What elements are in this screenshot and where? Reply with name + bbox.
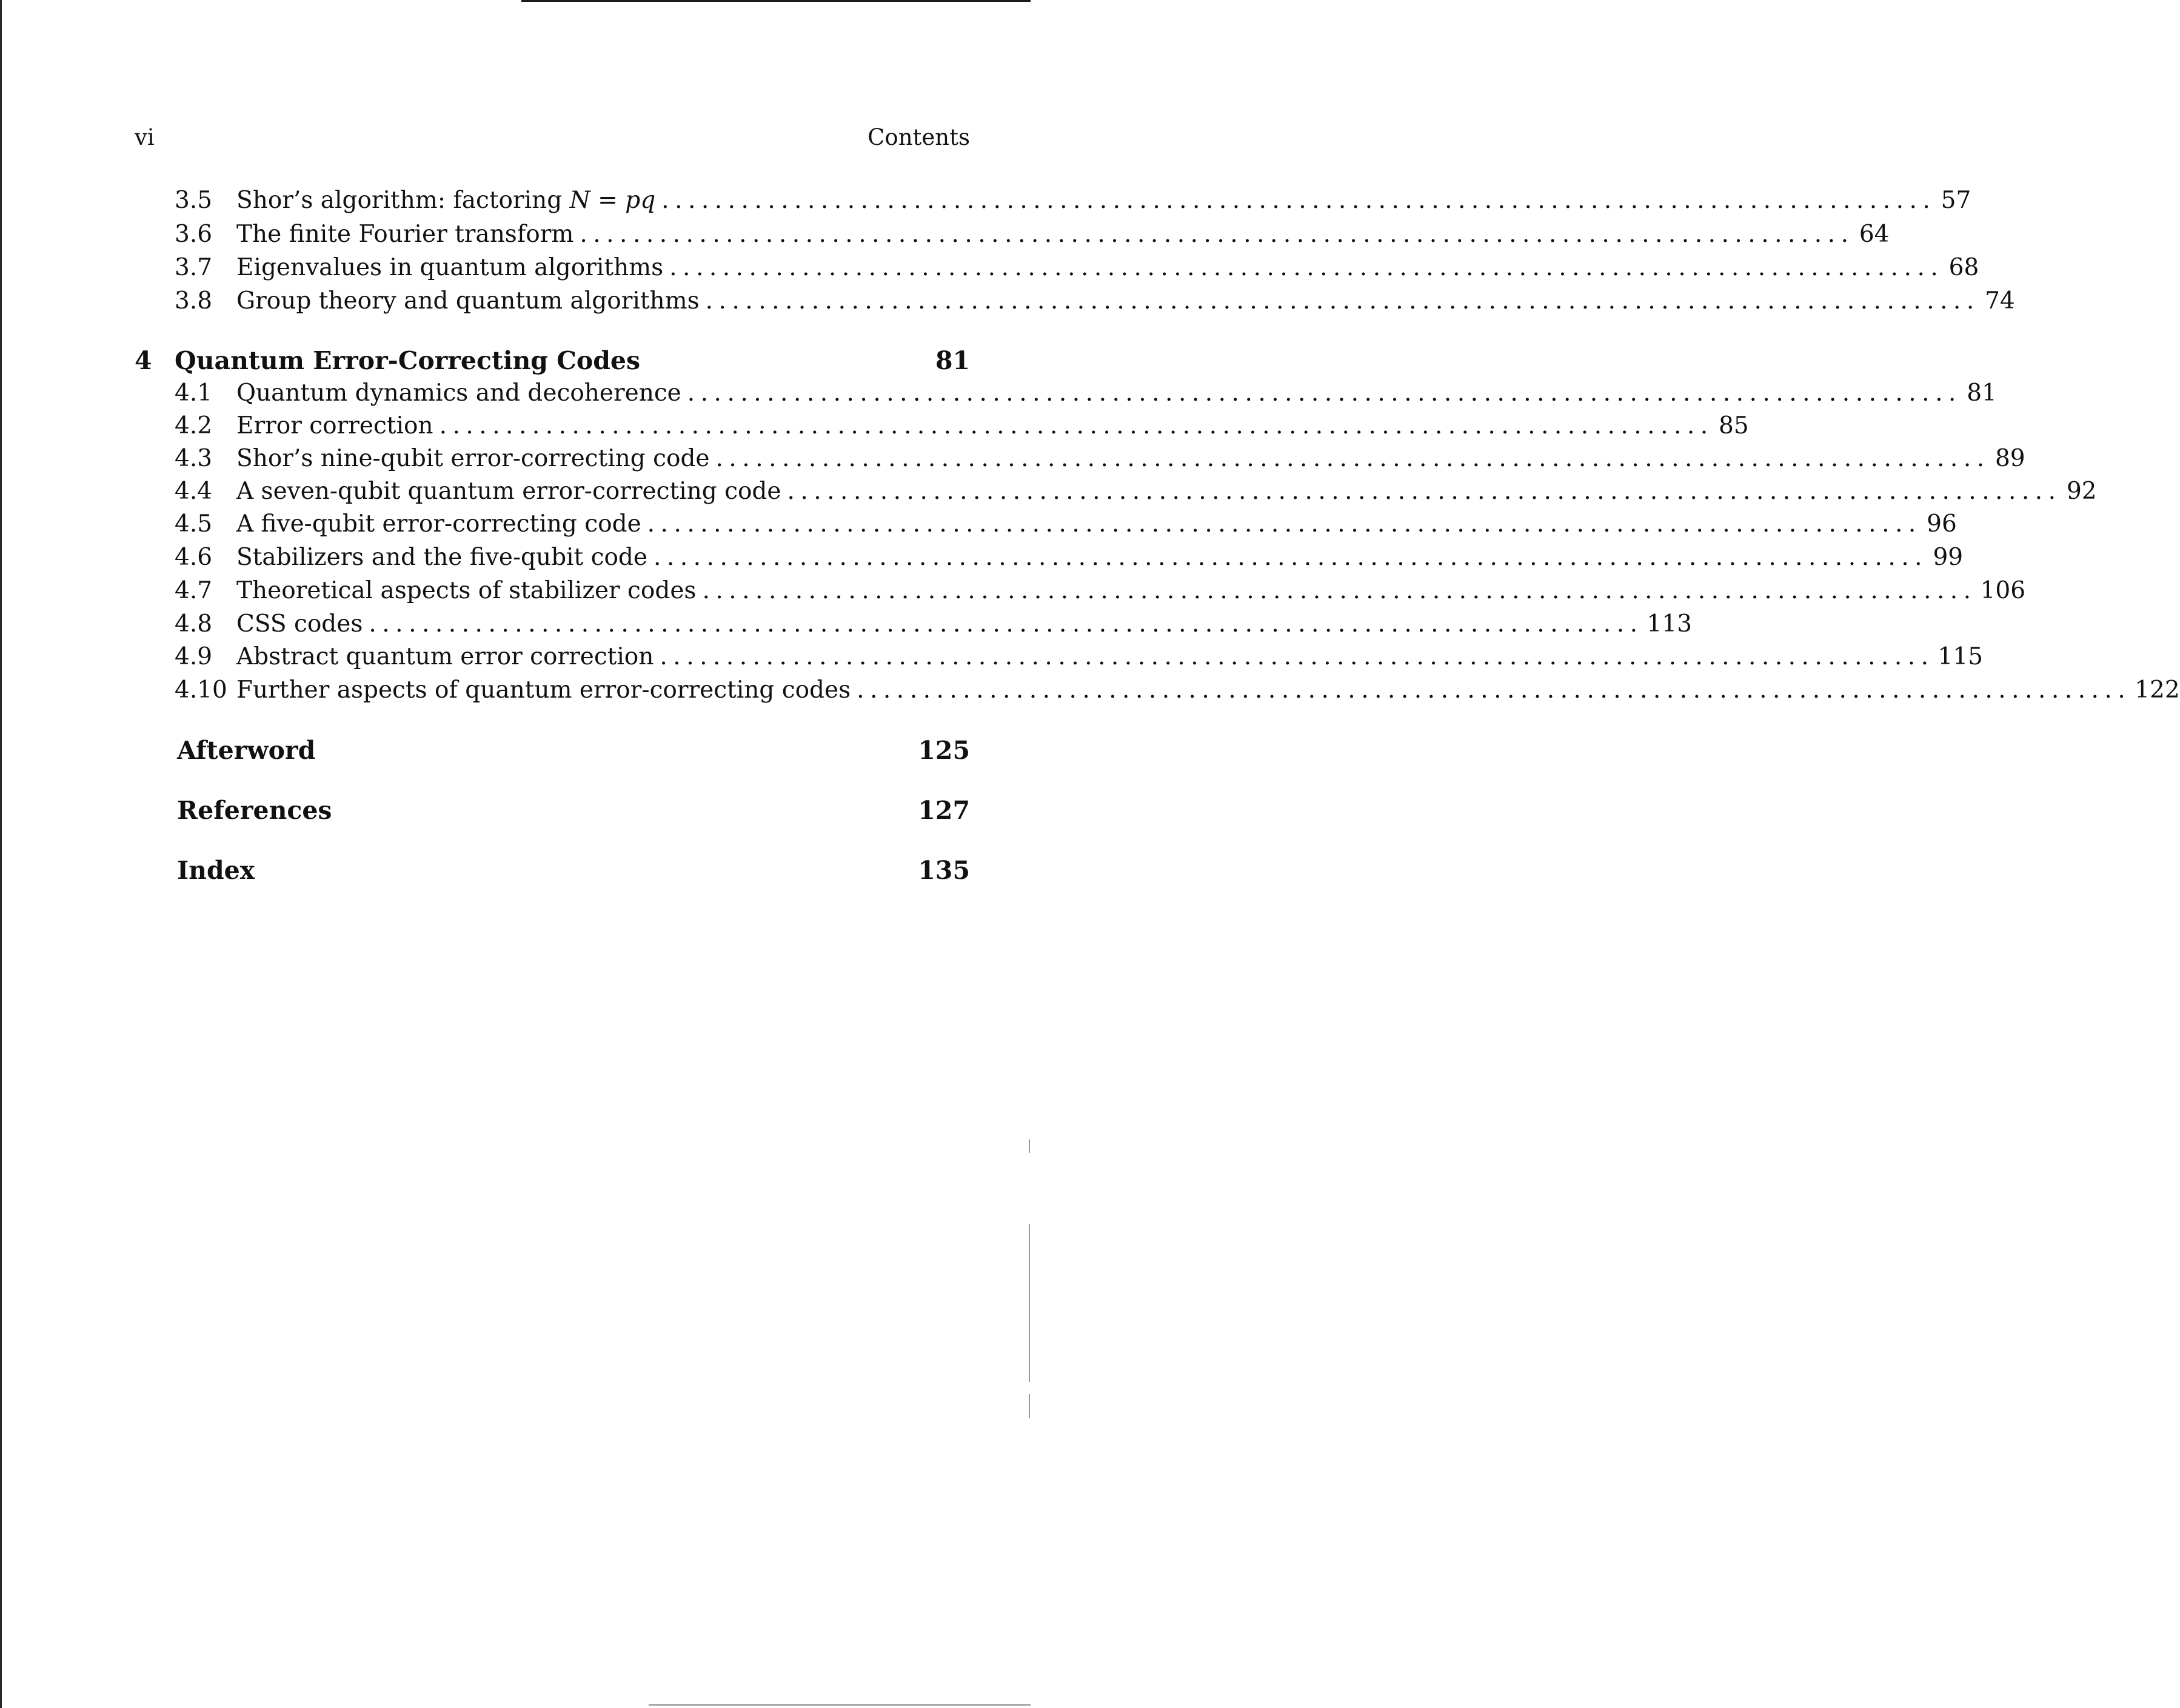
section-title: Shor’s nine-qubit error-correcting code <box>236 442 716 475</box>
section-page: 99 <box>1933 544 1964 571</box>
section-number: 3.7 <box>175 254 213 281</box>
section-page: 89 <box>1994 445 2025 472</box>
scan-mark <box>1029 1394 1030 1418</box>
dot-leader: ................................................................................................ <box>857 676 2132 704</box>
section-title: CSS codes <box>236 608 369 641</box>
section-number: 3.5 <box>175 187 213 214</box>
toc-entry-3-8[interactable] <box>135 285 2015 318</box>
dot-leader: ................................................................................................ <box>661 187 1936 214</box>
dot-leader: ................................................................................................ <box>653 544 1928 571</box>
section-title: Error correction <box>236 410 440 442</box>
toc-entry-4-5[interactable] <box>135 508 1957 541</box>
scan-mark <box>1029 1224 1030 1382</box>
section-number: 4.7 <box>175 577 213 604</box>
section-title: Group theory and quantum algorithms <box>236 285 706 318</box>
page-edge-top <box>521 0 1031 2</box>
toc-entry-4-10[interactable] <box>135 674 2180 707</box>
section-page: 113 <box>1647 610 1692 638</box>
section-title: Further aspects of quantum error-correcting codes <box>236 674 857 707</box>
section-page: 92 <box>2066 478 2097 505</box>
backmatter-title: References <box>177 796 332 825</box>
dot-leader: ................................................................................................ <box>369 610 1643 638</box>
section-title: The finite Fourier transform <box>236 218 580 251</box>
section-number: 4.10 <box>175 676 227 704</box>
section-number: 3.8 <box>175 287 213 315</box>
toc-index[interactable] <box>177 853 970 887</box>
page-number: vi <box>135 124 155 150</box>
dot-leader: ................................................................................................ <box>580 221 1854 248</box>
section-number: 4.6 <box>175 544 213 571</box>
chapter-page: 81 <box>935 346 970 375</box>
section-number: 4.3 <box>175 445 213 472</box>
section-number: 4.8 <box>175 610 213 638</box>
dot-leader: ................................................................................................ <box>669 254 1944 281</box>
section-title: Theoretical aspects of stabilizer codes <box>236 575 702 607</box>
toc-entry-4-4[interactable] <box>135 475 2097 508</box>
section-title: Abstract quantum error correction <box>236 641 660 673</box>
dot-leader: ................................................................................................ <box>787 478 2062 505</box>
section-title: Quantum dynamics and decoherence <box>236 377 687 410</box>
section-page: 57 <box>1941 187 1971 214</box>
section-number: 4.9 <box>175 643 213 670</box>
dot-leader: ................................................................................................ <box>715 445 1990 472</box>
chapter-title: Quantum Error-Correcting Codes <box>175 346 641 375</box>
toc-entry-4-7[interactable] <box>135 575 2026 607</box>
scan-mark <box>1029 1139 1030 1153</box>
section-page: 64 <box>1859 221 1890 248</box>
running-head-title: Contents <box>868 124 970 150</box>
dot-leader: ................................................................................................ <box>647 510 1922 538</box>
toc-entry-3-7[interactable] <box>135 252 1979 284</box>
dot-leader: ................................................................................................ <box>687 379 1962 407</box>
toc-afterword[interactable] <box>177 733 970 767</box>
toc-entry-4-6[interactable] <box>135 541 1964 574</box>
formula-n-equals-pq: N = pq <box>569 187 656 214</box>
section-page: 106 <box>1980 577 2026 604</box>
dot-leader: ................................................................................................ <box>705 287 1980 315</box>
toc-entry-3-6[interactable] <box>135 218 1890 251</box>
toc-entry-4-1[interactable] <box>135 377 1997 410</box>
backmatter-page: 135 <box>918 856 970 885</box>
toc-entry-4-9[interactable] <box>135 641 1983 673</box>
toc-chapter-4[interactable] <box>135 344 970 378</box>
toc-references[interactable] <box>177 793 970 827</box>
backmatter-page: 127 <box>918 796 970 825</box>
section-title: Shor’s algorithm: factoring N = pq <box>236 184 661 217</box>
page-edge-bottom <box>649 1704 1031 1706</box>
section-number: 3.6 <box>175 221 213 248</box>
backmatter-title: Index <box>177 856 255 885</box>
section-title: A five-qubit error-correcting code <box>236 508 647 541</box>
section-page: 122 <box>2135 676 2180 704</box>
dot-leader: ................................................................................................ <box>439 412 1714 439</box>
backmatter-title: Afterword <box>177 736 316 765</box>
section-title: Eigenvalues in quantum algorithms <box>236 252 669 284</box>
section-number: 4.1 <box>175 379 213 407</box>
section-title: Stabilizers and the five-qubit code <box>236 541 654 574</box>
toc-entry-4-3[interactable] <box>135 442 2025 475</box>
section-number: 4.4 <box>175 478 213 505</box>
section-number: 4.5 <box>175 510 213 538</box>
toc-entry-4-8[interactable] <box>135 608 1692 641</box>
page-edge-left <box>0 0 2 1708</box>
section-page: 115 <box>1938 643 1983 670</box>
section-page: 74 <box>1985 287 2015 315</box>
section-page: 85 <box>1719 412 1749 439</box>
section-page: 81 <box>1967 379 1997 407</box>
section-page: 96 <box>1927 510 1957 538</box>
dot-leader: ................................................................................................ <box>660 643 1934 670</box>
dot-leader: ................................................................................................ <box>702 577 1977 604</box>
toc-entry-3-5[interactable] <box>135 184 1971 217</box>
toc-entry-4-2[interactable] <box>135 410 1749 442</box>
backmatter-page: 125 <box>918 736 970 765</box>
section-page: 68 <box>1948 254 1979 281</box>
section-title: A seven-qubit quantum error-correcting code <box>236 475 787 508</box>
section-number: 4.2 <box>175 412 213 439</box>
chapter-number: 4 <box>135 346 152 375</box>
